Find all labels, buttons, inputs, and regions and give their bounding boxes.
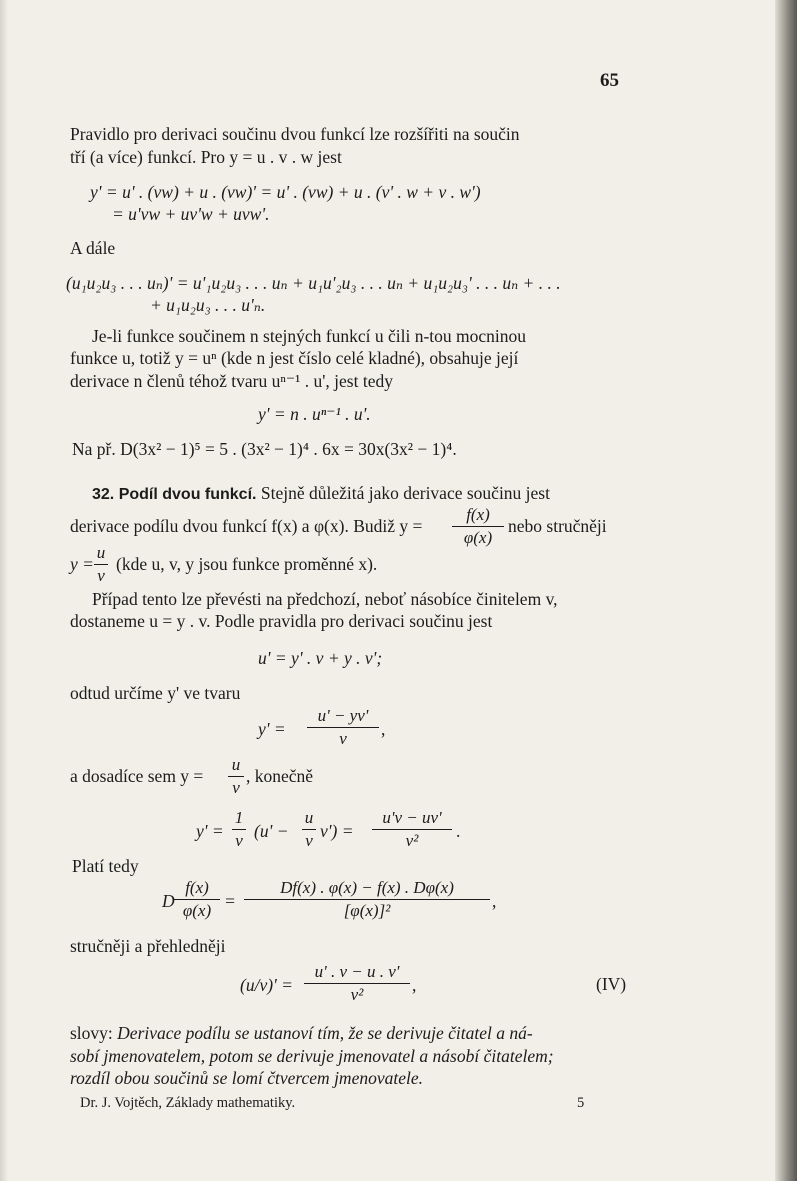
- fraction-numerator: u' . v − u . v': [304, 962, 410, 984]
- fraction-denominator: [φ(x)]²: [343, 901, 391, 920]
- text-line: dostaneme u = y . v. Podle pravidla pro derivaci součinu jest: [70, 611, 493, 631]
- text-line: Je-li funkce součinem n stejných funkcí u čili n-tou mocninou: [92, 326, 526, 346]
- equation-line: D: [162, 891, 175, 911]
- fraction: [307, 706, 379, 749]
- text-line: .: [456, 821, 461, 841]
- fraction-denominator: v: [235, 831, 243, 850]
- fraction-denominator: v²: [350, 985, 364, 1004]
- fraction: [244, 878, 490, 921]
- fraction-denominator: v: [339, 729, 347, 748]
- page-right-edge: [775, 0, 797, 1181]
- equation-line: y' = u' . (vw) + u . (vw)' = u' . (vw) + u . (v' . w + v . w'): [90, 182, 481, 202]
- fraction-numerator: Df(x) . φ(x) − f(x) . Dφ(x): [244, 878, 490, 900]
- equation-line: (u/v)' =: [240, 975, 293, 995]
- equation-line: y' =: [258, 719, 286, 739]
- equation-line: v') =: [320, 821, 354, 841]
- section-title: 32. Podíl dvou funkcí.: [92, 486, 257, 503]
- fraction-numerator: u'v − uv': [372, 808, 452, 830]
- text-line: ,: [492, 891, 497, 911]
- text-line: [70, 1022, 533, 1044]
- page-number: 65: [600, 70, 619, 91]
- text-line: ,: [412, 975, 417, 995]
- text-line: Platí tedy: [72, 856, 139, 876]
- text-line: Případ tento lze převésti na předchozí, neboť násobíce činitelem v,: [92, 589, 558, 609]
- text-line: stručněji a přehledněji: [70, 936, 226, 956]
- equation-line: y' = n . uⁿ⁻¹ . u'.: [258, 404, 371, 424]
- fraction: [302, 808, 316, 851]
- fraction-denominator: v²: [405, 831, 419, 850]
- text-line: Na př. D(3x² − 1)⁵ = 5 . (3x² − 1)⁴ . 6x = 30x(3x² − 1)⁴.: [72, 439, 457, 459]
- fraction: [174, 878, 220, 921]
- fraction-denominator: v: [305, 831, 313, 850]
- fraction-denominator: v: [97, 566, 105, 585]
- equation-line: y' =: [196, 821, 224, 841]
- equation-line: =: [224, 891, 236, 911]
- fraction-numerator: u: [302, 808, 316, 830]
- text-line: , konečně: [246, 766, 314, 786]
- fraction: [232, 808, 246, 851]
- equation-number: (IV): [596, 974, 627, 994]
- text-line: funkce u, totiž y = uⁿ (kde n jest číslo celé kladné), obsahuje její: [70, 348, 519, 368]
- text-line: sobí jmenovatelem, potom se derivuje jmenovatel a násobí čitatelem;: [70, 1046, 554, 1066]
- equation-line: + u₁u₂u₃ . . . u'ₙ.: [150, 295, 266, 315]
- equation-line: = u'vw + uv'w + uvw'.: [112, 204, 270, 224]
- fraction: [372, 808, 452, 851]
- fraction: [304, 962, 410, 1005]
- page-left-edge: [0, 0, 8, 1181]
- footer-left: Dr. J. Vojtěch, Základy mathematiky.: [80, 1095, 296, 1111]
- text-line: Pravidlo pro derivaci součinu dvou funkcí lze rozšířiti na součin: [70, 124, 520, 144]
- fraction: [452, 505, 504, 548]
- text-span: slovy:: [70, 1023, 113, 1043]
- text-line: nebo stručněji: [508, 516, 607, 536]
- equation-line: u' = y' . v + y . v';: [258, 648, 383, 668]
- fraction: [228, 755, 244, 798]
- text-line: rozdíl obou součinů se lomí čtvercem jmenovatele.: [70, 1068, 423, 1088]
- equation-line: (u' −: [254, 821, 289, 841]
- text-line: A dále: [70, 238, 116, 258]
- text-line: ,: [381, 719, 386, 739]
- fraction-numerator: u: [228, 755, 244, 777]
- text-line: tří (a více) funkcí. Pro y = u . v . w jest: [70, 147, 342, 167]
- text-line: derivace podílu dvou funkcí f(x) a φ(x). Budiž y =: [70, 516, 423, 536]
- text-line: (kde u, v, y jsou funkce proměnné x).: [116, 554, 378, 574]
- text-line: a dosadíce sem y =: [70, 766, 204, 786]
- footer-right: 5: [577, 1095, 585, 1111]
- equation-line: y =: [70, 554, 94, 574]
- equation-line: (u₁u₂u₃ . . . uₙ)' = u'₁u₂u₃ . . . uₙ + u₁u'₂u₃ . . . uₙ + u₁u₂u₃' . . . uₙ + . . .: [66, 273, 561, 293]
- fraction: [94, 543, 108, 586]
- fraction-denominator: φ(x): [182, 901, 212, 920]
- fraction-numerator: u' − yv': [307, 706, 379, 728]
- text-span: Stejně důležitá jako derivace součinu jest: [260, 483, 550, 503]
- text-line: derivace n členů téhož tvaru uⁿ⁻¹ . u', jest tedy: [70, 371, 393, 391]
- fraction-numerator: f(x): [452, 505, 504, 527]
- fraction-numerator: f(x): [174, 878, 220, 900]
- fraction-denominator: φ(x): [463, 528, 493, 547]
- fraction-denominator: v: [232, 778, 240, 797]
- section-heading: [92, 482, 550, 506]
- fraction-numerator: 1: [232, 808, 246, 830]
- fraction-numerator: u: [94, 543, 108, 565]
- text-span: Derivace podílu se ustanoví tím, že se derivuje čitatel a ná-: [117, 1023, 533, 1043]
- text-line: odtud určíme y' ve tvaru: [70, 683, 241, 703]
